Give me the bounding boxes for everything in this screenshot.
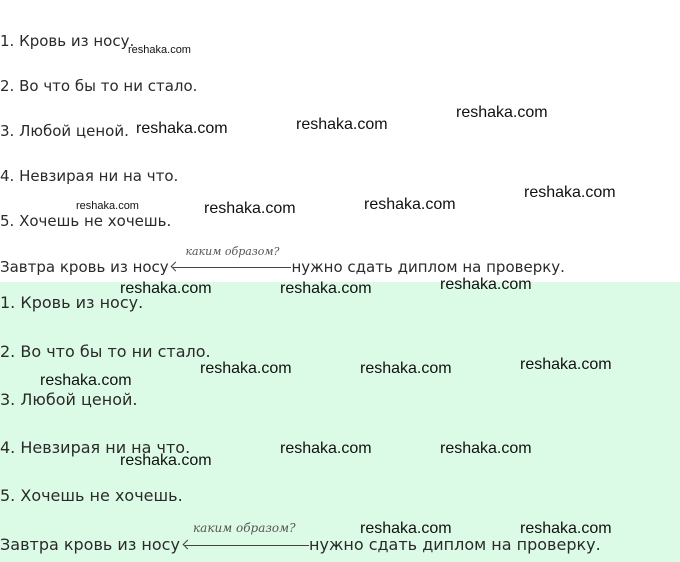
watermark: reshaka.com <box>200 360 292 377</box>
watermark: reshaka.com <box>520 356 612 373</box>
watermark: reshaka.com <box>456 104 548 121</box>
watermark: reshaka.com <box>360 520 452 537</box>
phrase-item-4: 4. Невзирая ни на что. <box>0 167 179 185</box>
watermark: reshaka.com <box>120 280 212 297</box>
watermark: reshaka.com <box>136 120 228 137</box>
watermark: reshaka.com <box>120 452 212 469</box>
watermark: reshaka.com <box>280 440 372 457</box>
watermark: reshaka.com <box>520 520 612 537</box>
phrase-item-3: 3. Любой ценой. <box>0 390 138 409</box>
arrow-left-icon <box>173 267 291 268</box>
watermark: reshaka.com <box>128 44 191 56</box>
phrase-item-3: 3. Любой ценой. <box>0 122 129 140</box>
question-label: каким образом? <box>185 245 280 258</box>
question-arrow <box>173 245 291 276</box>
example-sentence <box>0 245 565 276</box>
watermark: reshaka.com <box>296 116 388 133</box>
question-arrow <box>185 521 309 554</box>
watermark: reshaka.com <box>440 276 532 293</box>
phrase-item-4: 4. Невзирая ни на что. <box>0 438 191 457</box>
phrase-item-1: 1. Кровь из носу. <box>0 293 144 312</box>
sentence-start: Завтра кровь из носу <box>0 535 180 554</box>
phrase-item-1: 1. Кровь из носу. <box>0 32 135 50</box>
arrow-left-icon <box>185 545 309 546</box>
sentence-end: нужно сдать диплом на проверку. <box>309 535 601 554</box>
watermark: reshaka.com <box>40 372 132 389</box>
watermark: reshaka.com <box>360 360 452 377</box>
phrase-item-2: 2. Во что бы то ни стало. <box>0 342 211 361</box>
phrase-item-2: 2. Во что бы то ни стало. <box>0 77 198 95</box>
watermark: reshaka.com <box>364 196 456 213</box>
question-label: каким образом? <box>193 521 296 535</box>
sentence-end: нужно сдать диплом на проверку. <box>291 258 565 276</box>
phrase-item-5: 5. Хочешь не хочешь. <box>0 212 172 230</box>
watermark: reshaka.com <box>76 200 139 212</box>
watermark: reshaka.com <box>204 200 296 217</box>
watermark: reshaka.com <box>280 280 372 297</box>
sentence-start: Завтра кровь из носу <box>0 258 169 276</box>
phrase-item-5: 5. Хочешь не хочешь. <box>0 486 183 505</box>
watermark: reshaka.com <box>440 440 532 457</box>
watermark: reshaka.com <box>524 184 616 201</box>
